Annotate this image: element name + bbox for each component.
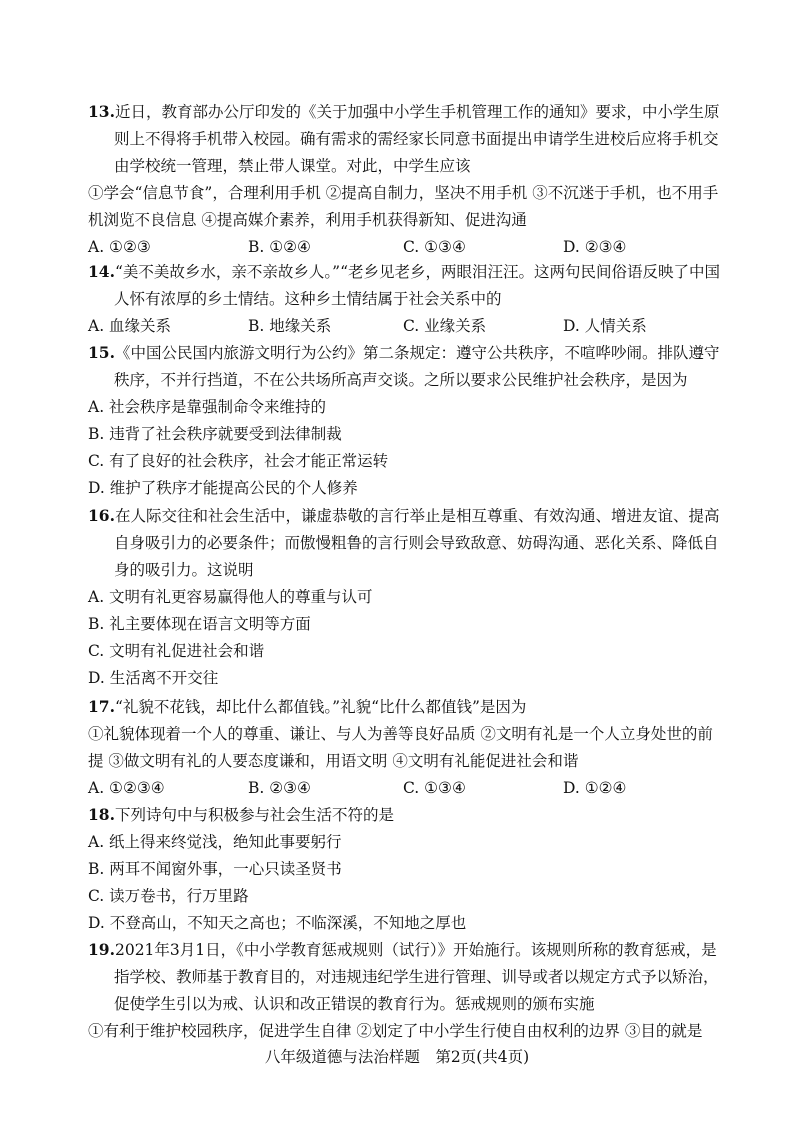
- option-b: B. 地缘关系: [248, 317, 332, 335]
- question-18: [88, 801, 728, 937]
- option-c: C. ①③④: [403, 779, 466, 797]
- question-stem: 近日，教育部办公厅印发的《关于加强中小学生手机管理工作的通知》要求，中小学生原则上不得将手机带入校园。确有需求的需经家长同意书面提出申请学生进校后应将手机交由学校统一管理，禁止带人课堂。对此，中学生应该: [114, 103, 720, 175]
- options-row: [88, 775, 728, 802]
- option-c: C. ①③④: [403, 238, 466, 256]
- question-16: [88, 502, 728, 692]
- question-14: [88, 258, 728, 340]
- question-number: 18.: [88, 805, 115, 824]
- options-row: [88, 234, 728, 261]
- options-list: [88, 394, 728, 502]
- question-stem: 下列诗句中与积极参与社会生活不符的是: [114, 806, 394, 824]
- option-b: B. ②③④: [248, 779, 311, 797]
- option-a: A. ①②③: [88, 238, 151, 256]
- option-d: D. 生活离不开交往: [88, 669, 219, 687]
- option-b: B. 礼主要体现在语言文明等方面: [88, 615, 311, 633]
- question-number: 14.: [88, 262, 115, 281]
- question-13: [88, 98, 728, 261]
- question-number: 19.: [88, 940, 115, 959]
- option-c: C. 读万卷书，行万里路: [88, 887, 249, 905]
- option-b: B. 两耳不闻窗外事，一心只读圣贤书: [88, 860, 342, 878]
- options-row: [88, 313, 728, 340]
- option-d: D. 不登高山，不知天之高也；不临深溪，不知地之厚也: [88, 914, 467, 932]
- question-number: 13.: [88, 102, 115, 121]
- question-stem: 2021年3月1日，《中小学教育惩戒规则（试行）》开始施行。该规则所称的教育惩戒，是指学校、教师基于教育目的，对违规违纪学生进行管理、训导或者以规定方式予以矫治，促使学生引以为戒、认识和改正错误的教育行为。惩戒规则的颁布实施: [114, 941, 719, 1013]
- option-d: D. 维护了秩序才能提高公民的个人修养: [88, 479, 358, 497]
- option-d: D. 人情关系: [563, 317, 647, 335]
- question-statements: ①学会“信息节食”，合理利用手机 ②提高自制力，坚决不用手机 ③不沉迷于手机，也不用手机浏览不良信息 ④提高媒介素养，利用手机获得新知、促进沟通: [88, 184, 719, 229]
- option-c: C. 业缘关系: [403, 317, 487, 335]
- options-list: [88, 829, 728, 937]
- question-stem: “礼貌不花钱，却比什么都值钱。”礼貌“比什么都值钱”是因为: [114, 698, 527, 716]
- question-statements: ①有利于维护校园秩序，促进学生自律 ②划定了中小学生行使自由权利的边界 ③目的就是: [88, 1022, 703, 1040]
- question-stem: 《中国公民国内旅游文明行为公约》第二条规定：遵守公共秩序，不喧哗吵闹。排队遵守秩序，不并行挡道，不在公共场所高声交谈。之所以要求公民维护社会秩序，是因为: [114, 344, 720, 389]
- option-d: D. ①②④: [563, 779, 627, 797]
- option-a: A. 社会秩序是靠强制命令来维持的: [88, 398, 327, 416]
- option-a: A. ①②③④: [88, 779, 165, 797]
- question-17: [88, 693, 728, 802]
- option-c: C. 文明有礼促进社会和谐: [88, 642, 265, 660]
- question-stem: “美不美故乡水，亲不亲故乡人。”“老乡见老乡，两眼泪汪汪。这两句民间俗语反映了中国人怀有浓厚的乡土情结。这种乡土情结属于社会关系中的: [114, 263, 720, 308]
- question-15: [88, 339, 728, 502]
- question-19: [88, 936, 728, 1045]
- option-b: B. ①②④: [248, 238, 311, 256]
- question-statements: ①礼貌体现着一个人的尊重、谦让、与人为善等良好品质 ②文明有礼是一个人立身处世的前提 ③做文明有礼的人要态度谦和，用语文明 ④文明有礼能促进社会和谐: [88, 725, 713, 770]
- question-stem: 在人际交往和社会生活中，谦虚恭敬的言行举止是相互尊重、有效沟通、增进友谊、提高自身吸引力的必要条件；而傲慢粗鲁的言行则会导致敌意、妨碍沟通、恶化关系、降低自身的吸引力。这说明: [114, 507, 720, 579]
- question-number: 16.: [88, 506, 115, 525]
- question-number: 17.: [88, 697, 115, 716]
- options-list: [88, 584, 728, 692]
- option-a: A. 文明有礼更容易赢得他人的尊重与认可: [88, 588, 373, 606]
- option-b: B. 违背了社会秩序就要受到法律制裁: [88, 425, 342, 443]
- option-a: A. 血缘关系: [88, 317, 172, 335]
- option-c: C. 有了良好的社会秩序，社会才能正常运转: [88, 452, 389, 470]
- question-number: 15.: [88, 343, 115, 362]
- option-a: A. 纸上得来终觉浅，绝知此事要躬行: [88, 833, 342, 851]
- page-footer: 八年级道德与法治样题 第2页(共4页): [264, 1048, 530, 1066]
- option-d: D. ②③④: [563, 238, 627, 256]
